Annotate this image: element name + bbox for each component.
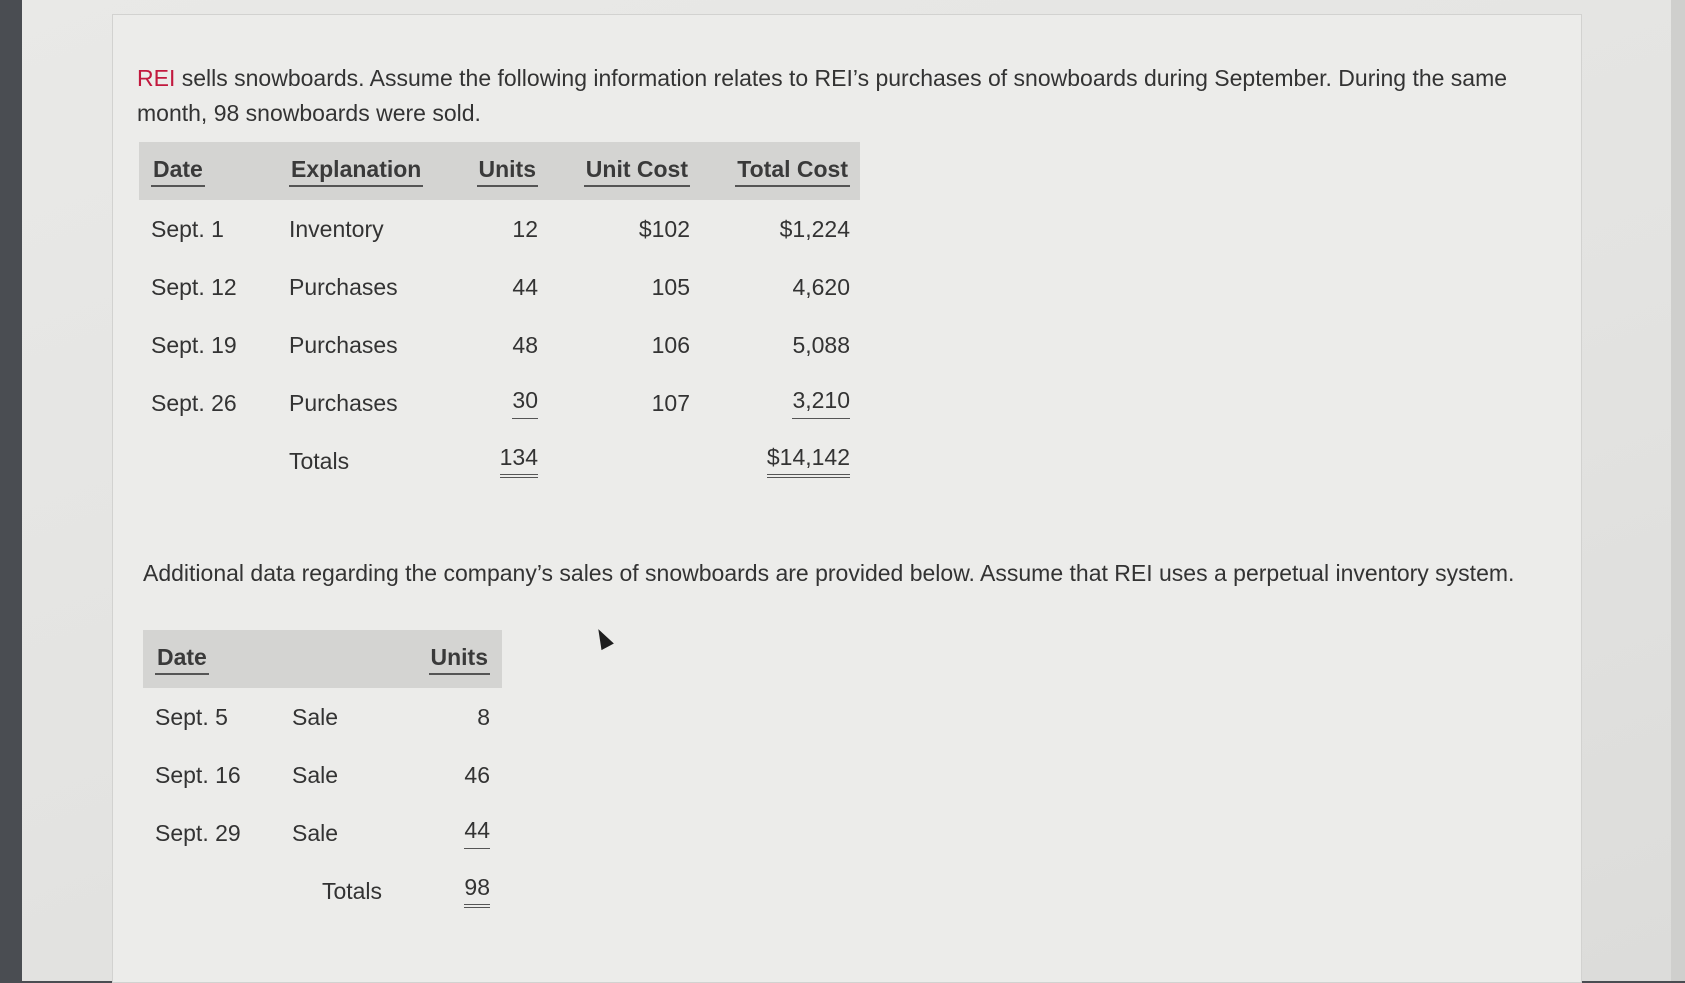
cell-units: 12 [512,215,538,242]
table-row [143,746,502,804]
cell-date: Sept. 19 [151,331,237,358]
sales-table [143,630,502,920]
cell-explanation: Inventory [289,215,384,242]
table-row [139,200,860,258]
cell-date: Sept. 29 [155,819,241,846]
cell-units: 8 [477,703,490,730]
table-row [143,804,502,862]
cell-units: 46 [464,761,490,788]
cell-explanation: Sale [292,703,339,730]
cell-empty [139,432,289,490]
cell-units: 44 [512,273,538,300]
header-date: Date [143,630,292,688]
totals-total-cost: $14,142 [767,444,850,478]
cell-explanation: Purchases [289,273,398,300]
cell-date: Sept. 26 [151,389,237,416]
table-row [139,316,860,374]
sales-header-row [143,630,502,688]
header-units: Units [461,142,538,200]
header-blank [292,630,412,688]
cell-explanation: Purchases [289,331,398,358]
totals-units-cell [412,862,502,920]
cell-date: Sept. 5 [155,703,228,730]
table-row [139,374,860,432]
cell-empty [538,432,690,490]
screen-edge [1671,0,1685,981]
cell-unit-cost: 105 [651,273,690,300]
table-row [143,688,502,746]
intro-paragraph [137,61,1557,131]
header-total-cost: Total Cost [690,142,860,200]
cell-unit-cost: 106 [651,331,690,358]
cell-total-cost: 4,620 [792,273,850,300]
total-cost-underlined: 3,210 [792,387,850,419]
header-explanation: Explanation [289,142,461,200]
totals-cost-cell [690,432,860,490]
totals-units: 134 [500,444,538,478]
cell-explanation: Purchases [289,389,398,416]
cell-total-cost [690,374,860,432]
totals-units: 98 [464,874,490,908]
purchases-header-row [139,142,860,200]
totals-label: Totals [289,447,350,474]
header-unit-cost: Unit Cost [538,142,690,200]
totals-units-cell [461,432,538,490]
cell-date: Sept. 1 [151,215,224,242]
table-row [139,258,860,316]
totals-label: Totals [321,877,383,904]
totals-row [139,432,860,490]
cell-explanation: Sale [292,761,339,788]
cell-unit-cost: 107 [651,389,690,416]
cell-total-cost: 5,088 [792,331,850,358]
units-underlined: 44 [464,817,490,849]
cell-units: 48 [512,331,538,358]
cell-unit-cost: $102 [638,215,690,242]
cell-empty [143,862,292,920]
intro-brand: REI [137,65,176,91]
cell-units [461,374,538,432]
additional-data-text: Additional data regarding the company’s sales of snowboards are provided below. Assume that REI uses a perpetual inventory system. [143,560,1515,586]
cell-total-cost: $1,224 [779,215,850,242]
cell-explanation: Sale [292,819,339,846]
header-units: Units [412,630,502,688]
units-underlined: 30 [512,387,538,419]
totals-row [143,862,502,920]
cell-units [412,804,502,862]
purchases-table [139,142,860,490]
cell-date: Sept. 12 [151,273,237,300]
header-date: Date [139,142,289,200]
cell-date: Sept. 16 [155,761,241,788]
intro-text: sells snowboards. Assume the following information relates to REI’s purchases of snowboards during September. During the same month, 98 snowboards were sold. [137,65,1508,126]
